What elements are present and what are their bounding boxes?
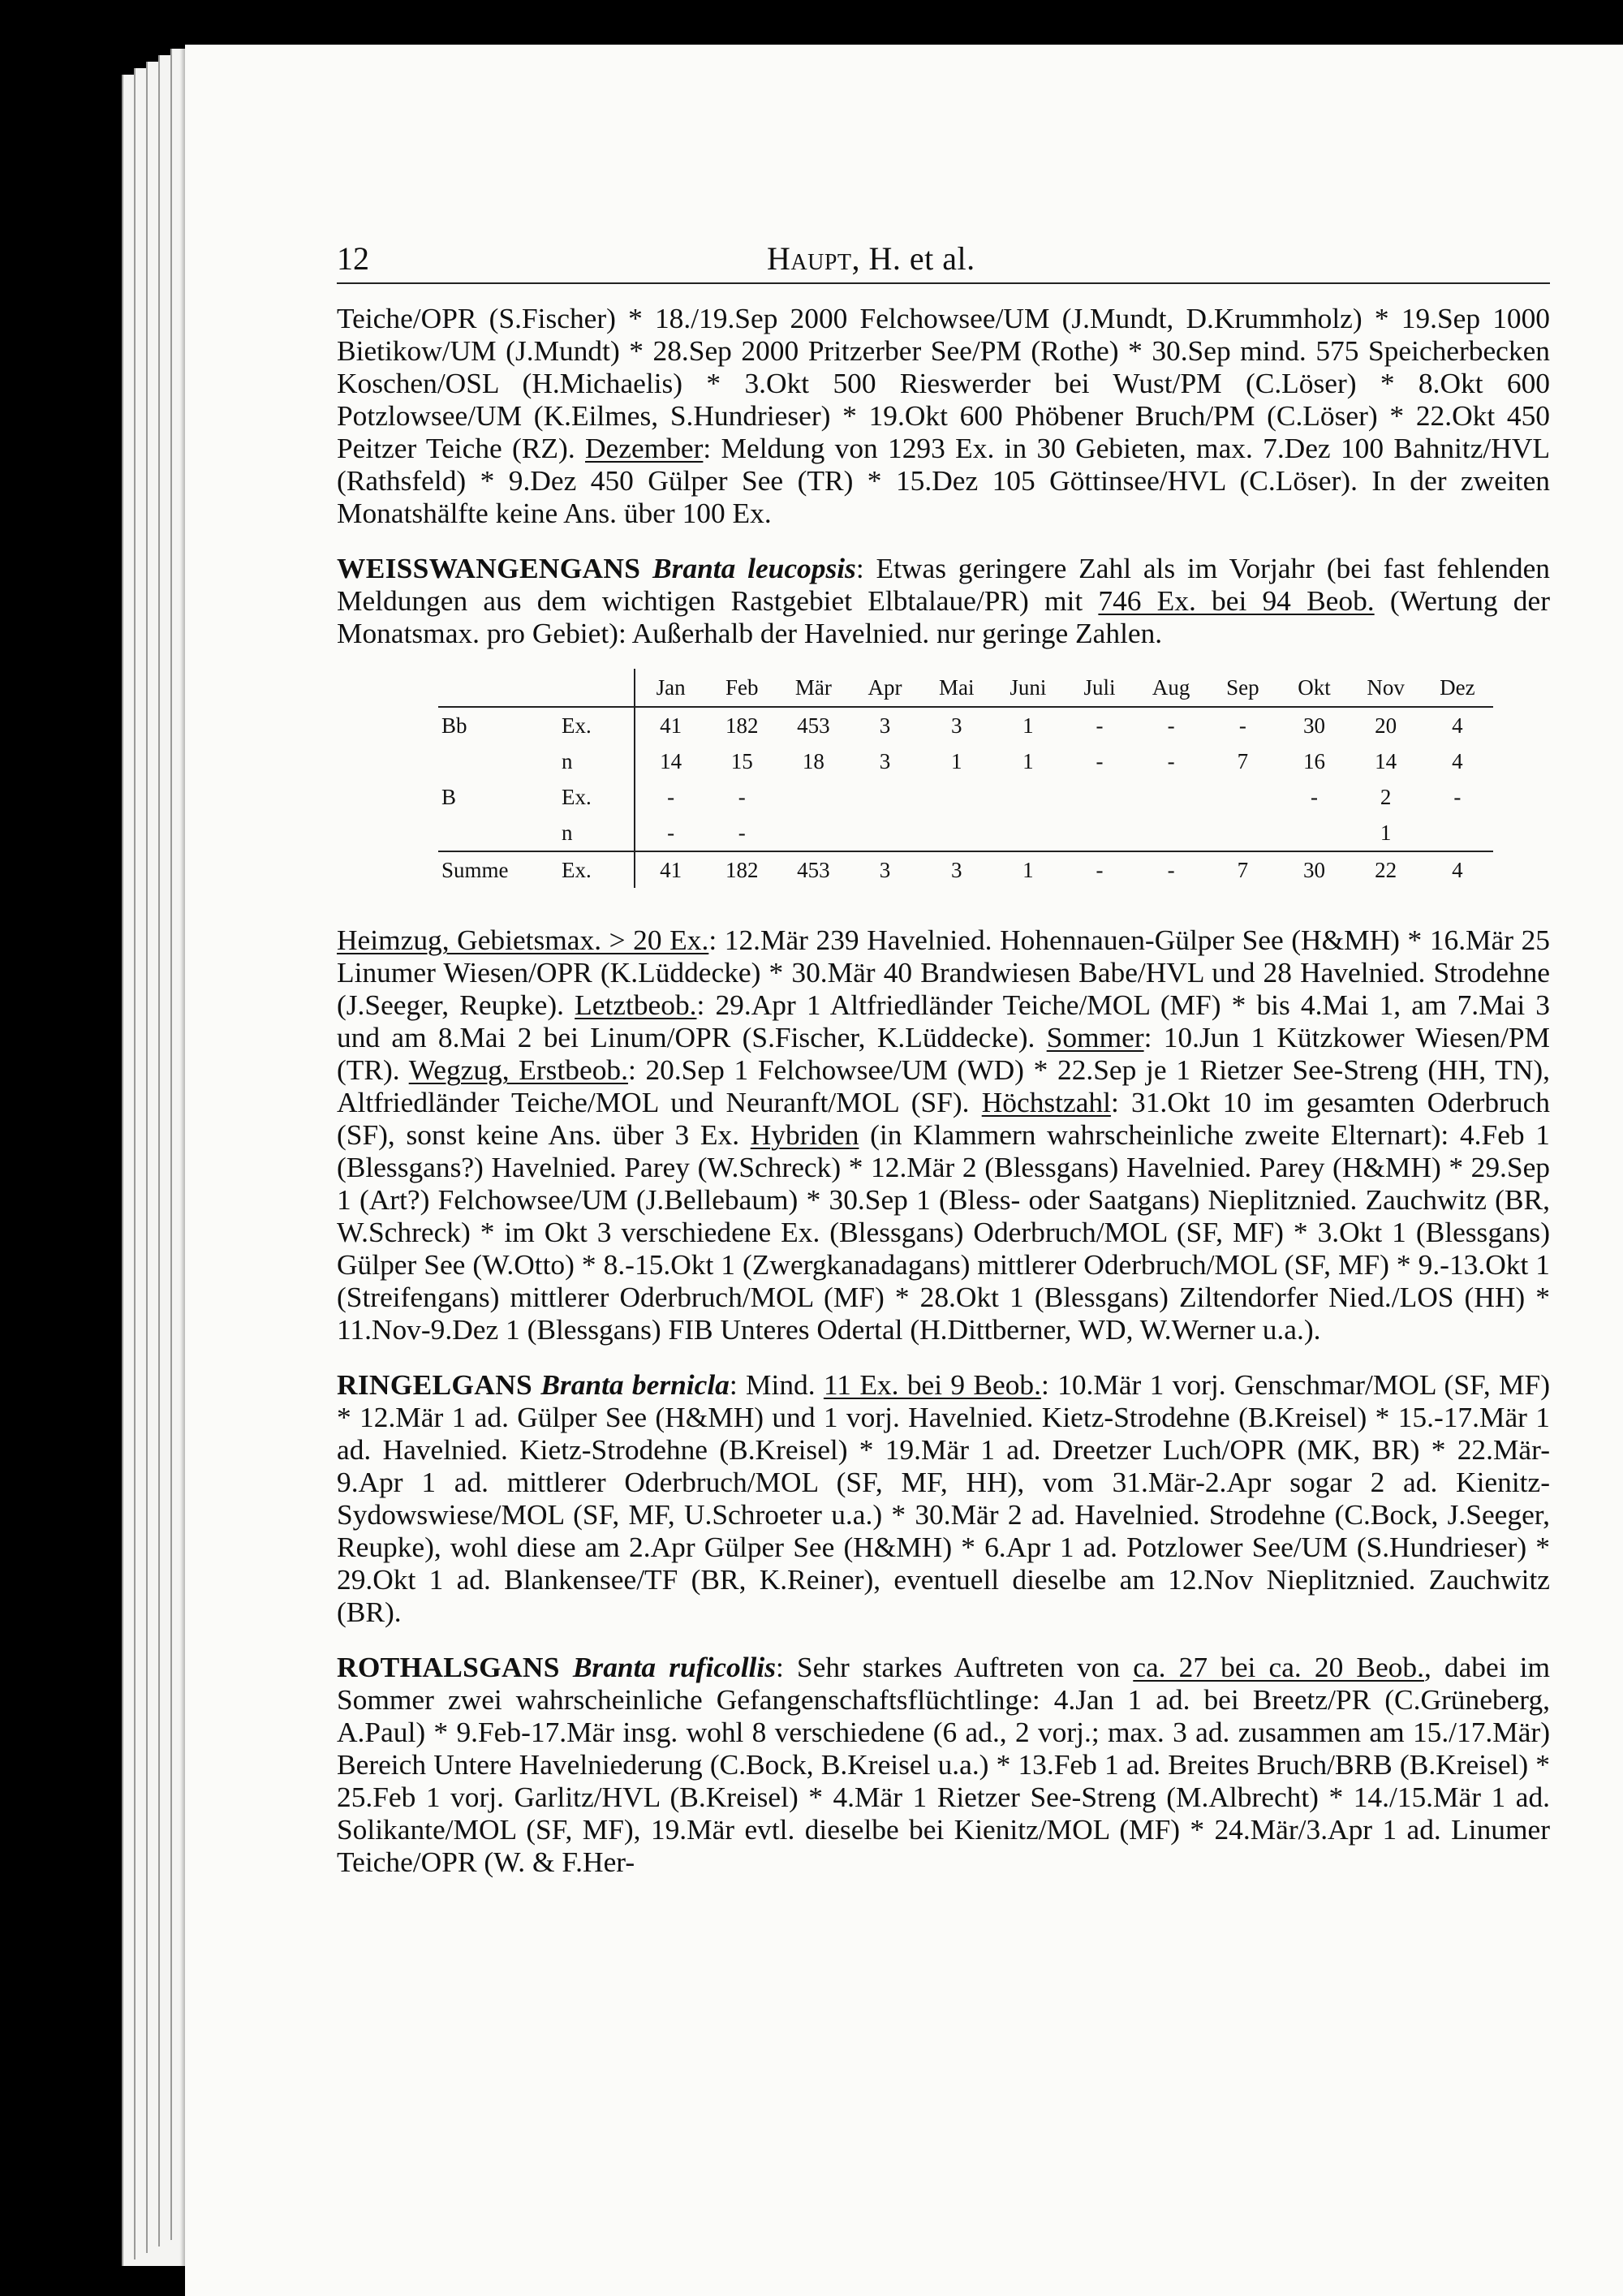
value-cell bbox=[849, 815, 920, 851]
page-number: 12 bbox=[337, 240, 369, 277]
value-cell bbox=[1064, 815, 1135, 851]
paragraph-weisswangengans-details bbox=[337, 924, 1550, 1346]
text-run: : 29.Apr 1 Altfriedländer Teiche/MOL (MF) * bis 4.Mai 1, am 7.Mai 3 und am 8.Mai 2 bei Linum/OPR (S.Fischer, K.Lüddecke). bbox=[337, 989, 1550, 1053]
value-cell: 22 bbox=[1350, 851, 1422, 888]
table-row bbox=[438, 743, 1493, 779]
value-cell bbox=[921, 779, 992, 815]
value-cell bbox=[992, 779, 1064, 815]
region-cell: Bb bbox=[441, 713, 467, 738]
value-cell: 41 bbox=[660, 713, 682, 738]
label-sommer: Sommer bbox=[1046, 1021, 1144, 1053]
value-cell: - bbox=[1238, 713, 1246, 738]
type-cell: n bbox=[558, 815, 635, 851]
value-cell bbox=[1207, 815, 1278, 851]
region-cell: Summe bbox=[438, 851, 558, 888]
running-rest: , H. et al. bbox=[851, 240, 975, 277]
value-cell: 41 bbox=[635, 851, 706, 888]
book-page bbox=[185, 45, 1623, 2296]
text-run: , dabei im Sommer zwei wahrscheinliche Gefangenschaftsflüchtlinge: 4.Jan 1 ad. bei Breetz/PR (C.Grüneberg, A.Paul) * 9.Feb-17.Mär insg. wohl 8 verschiedene (6 ad., 2 vorj.; max. 3 ad. zusammen am 15./17.Mär) Bereich Untere Havelniederung (C.Bock, B.Kreisel u.a.) * 13.Feb 1 ad. Breites Bruch/BRB (B.Kreisel) * 25.Feb 1 vorj. Garlitz/HVL (B.Kreisel) * 4.Mär 1 Rietzer See-Streng (M.Albrecht) * 14./15.Mär 1 ad. Solikante/MOL (SF, MF), 19.Mär evtl. dieselbe bei Kienitz/MOL (MF) * 24.Mär/3.Apr 1 ad. Linumer Teiche/OPR (W. & F.Her- bbox=[337, 1651, 1551, 1878]
value-cell: - bbox=[1064, 851, 1135, 888]
type-cell: Ex. bbox=[558, 779, 635, 815]
value-cell: - bbox=[1167, 713, 1175, 738]
value-cell: 20 bbox=[1375, 713, 1397, 738]
species-name: ROTHALSGANS bbox=[337, 1651, 560, 1683]
month-header: Okt bbox=[1278, 669, 1350, 707]
value-cell: 4 bbox=[1422, 851, 1493, 888]
paragraph-ringelgans bbox=[337, 1368, 1550, 1628]
value-cell bbox=[1135, 815, 1207, 851]
text-run: : Mind. bbox=[729, 1368, 824, 1401]
table-row bbox=[438, 707, 1493, 743]
value-cell: 7 bbox=[1207, 851, 1278, 888]
species-scientific-name: Branta bernicla bbox=[540, 1368, 730, 1401]
table-header-cell bbox=[558, 669, 635, 707]
month-header: Mär bbox=[777, 669, 849, 707]
body-text bbox=[337, 302, 1550, 1894]
value-cell: 453 bbox=[777, 851, 849, 888]
value-cell: 14 bbox=[1375, 749, 1397, 773]
label-wegzug: Wegzug, Erstbeob. bbox=[408, 1053, 628, 1086]
spacer bbox=[337, 1878, 1550, 1894]
paragraph-weisswangengans bbox=[337, 552, 1550, 649]
total-count: ca. 27 bei ca. 20 Beob. bbox=[1133, 1651, 1424, 1683]
text-run: : 10.Mär 1 vorj. Genschmar/MOL (SF, MF) * 12.Mär 1 ad. Gülper See (H&MH) und 1 vorj. Havelnied. Kietz-Strodehne (B.Kreisel) * 15.-17.Mär 1 ad. Havelnied. Kietz-Strodehne (B.Kreisel) * 19.Mär 1 ad. Dreetzer Luch/OPR (MK, BR) * 22.Mär-9.Apr 1 ad. mittlerer Oderbruch/MOL (SF, MF, HH), vom 31.Mär-2.Apr sogar 2 ad. Kienitz-Sydowswiese/MOL (SF, MF, U.Schroeter u.a.) * 30.Mär 2 ad. Havelnied. Strodehne (C.Bock, J.Seeger, Reupke), wohl diese am 2.Apr Gülper See (H&MH) * 6.Apr 1 ad. Potzlower See/UM (S.Hundrieser) * 29.Okt 1 ad. Blankensee/TF (BR, K.Reiner), eventuell dieselbe am 12.Nov Nieplitznied. Zauchwitz (BR). bbox=[337, 1368, 1550, 1628]
table-row bbox=[438, 815, 1493, 851]
value-cell: 30 bbox=[1302, 713, 1325, 738]
month-label-dezember: Dezember bbox=[585, 432, 704, 464]
value-cell bbox=[1064, 779, 1135, 815]
running-author: Haupt bbox=[767, 240, 852, 277]
value-cell bbox=[1422, 815, 1493, 851]
month-header: Sep bbox=[1207, 669, 1278, 707]
value-cell: 1 bbox=[992, 851, 1064, 888]
value-cell: 30 bbox=[1278, 851, 1350, 888]
value-cell: - bbox=[667, 821, 675, 845]
value-cell bbox=[1278, 815, 1350, 851]
text-run: (in Klammern wahrscheinliche zweite Elternart): 4.Feb 1 (Blessgans?) Havelnied. Parey (W.Schreck) * 12.Mär 2 (Blessgans) Havelnied. Parey (H&MH) * 29.Sep 1 (Art?) Felchowsee/UM (J.Bellebaum) * 30.Sep 1 (Bless- oder Saatgans) Nieplitznied. Zauchwitz (BR, W.Schreck) * im Okt 3 verschiedene Ex. (Blessgans) Oderbruch/MOL (SF, MF) * 3.Okt 1 (Blessgans) Gülper See (W.Otto) * 8.-15.Okt 1 (Zwergkanadagans) mittlerer Oderbruch/MOL (SF, MF) * 9.-13.Okt 1 (Streifengans) mittlerer Oderbruch/MOL (MF) * 28.Okt 1 (Blessgans) Ziltendorfer Nied./LOS (HH) * 11.Nov-9.Dez 1 (Blessgans) FIB Unteres Odertal (H.Dittberner, WD, W.Werner u.a.). bbox=[337, 1118, 1550, 1346]
value-cell: 1 bbox=[1022, 749, 1034, 773]
label-heimzug: Heimzug, Gebietsmax. > 20 Ex. bbox=[337, 924, 709, 956]
type-cell: Ex. bbox=[558, 707, 635, 743]
value-cell: 453 bbox=[797, 713, 830, 738]
value-cell: 16 bbox=[1302, 749, 1325, 773]
type-cell: n bbox=[558, 743, 635, 779]
type-cell: Ex. bbox=[558, 851, 635, 888]
species-name: WEISSWANGENGANS bbox=[337, 552, 641, 584]
table-row bbox=[438, 779, 1493, 815]
paragraph-rothalsgans bbox=[337, 1651, 1550, 1878]
value-cell: - bbox=[667, 785, 675, 809]
value-cell: 18 bbox=[802, 749, 824, 773]
running-header bbox=[337, 239, 1550, 284]
table-header-cell bbox=[438, 669, 558, 707]
region-cell: B bbox=[441, 785, 457, 809]
value-cell: 4 bbox=[1452, 749, 1463, 773]
value-cell: 1 bbox=[950, 749, 962, 773]
total-count: 746 Ex. bei 94 Beob. bbox=[1098, 584, 1375, 617]
text-run: : Meldung von 1293 Ex. in 30 Gebieten, max. 7.Dez 100 Bahnitz/HVL (Rathsfeld) * 9.Dez 450 Gülper See (TR) * 15.Dez 105 Göttinsee/HVL (C.Löser). In der zweiten Monatshälfte keine Ans. über 100 Ex. bbox=[337, 432, 1550, 529]
value-cell: - bbox=[1096, 713, 1104, 738]
value-cell: - bbox=[738, 785, 746, 809]
region-cell bbox=[438, 743, 558, 779]
value-cell: 1 bbox=[1380, 821, 1392, 845]
value-cell: 1 bbox=[1022, 713, 1034, 738]
table-header-row bbox=[438, 669, 1493, 707]
value-cell: 3 bbox=[849, 851, 920, 888]
month-header: Mai bbox=[921, 669, 992, 707]
value-cell bbox=[921, 815, 992, 851]
text-run: : 31.Okt 10 im gesamten Oderbruch (SF), sonst keine Ans. über 3 Ex. bbox=[337, 1086, 1550, 1151]
label-hoechstzahl: Höchstzahl bbox=[981, 1086, 1111, 1118]
text-run: : Etwas geringere Zahl als im Vorjahr (bei fast fehlenden Meldungen aus dem wichtigen Rastgebiet Elbtalaue/PR) mit bbox=[337, 552, 1551, 617]
value-cell: 2 bbox=[1380, 785, 1392, 809]
label-hybriden: Hybriden bbox=[750, 1118, 859, 1151]
month-header: Nov bbox=[1350, 669, 1422, 707]
month-header: Juli bbox=[1064, 669, 1135, 707]
running-title bbox=[767, 239, 975, 278]
month-header: Aug bbox=[1135, 669, 1207, 707]
species-scientific-name: Branta leucopsis bbox=[652, 552, 856, 584]
value-cell bbox=[1207, 779, 1278, 815]
value-cell: 14 bbox=[660, 749, 682, 773]
month-header: Feb bbox=[706, 669, 777, 707]
species-scientific-name: Branta ruficollis bbox=[572, 1651, 776, 1683]
month-header: Jan bbox=[635, 669, 706, 707]
total-count: 11 Ex. bei 9 Beob. bbox=[823, 1368, 1041, 1401]
page-content bbox=[337, 239, 1550, 1894]
value-cell: - bbox=[1310, 785, 1318, 809]
text-run: : 10.Jun 1 Kützkower Wiesen/PM (TR). bbox=[337, 1021, 1550, 1086]
species-name: RINGELGANS bbox=[337, 1368, 532, 1401]
month-header: Juni bbox=[992, 669, 1064, 707]
monthly-count-table-wrapper bbox=[438, 669, 1493, 888]
table-row-summe bbox=[438, 851, 1493, 888]
month-header: Apr bbox=[849, 669, 920, 707]
value-cell: 182 bbox=[725, 713, 759, 738]
value-cell: - bbox=[1453, 785, 1462, 809]
text-run: (Wertung der Monatsmax. pro Gebiet): Außerhalb der Havelnied. nur geringe Zahlen. bbox=[337, 584, 1550, 649]
value-cell: 3 bbox=[950, 713, 962, 738]
value-cell: 3 bbox=[879, 749, 891, 773]
text-run: : Sehr starkes Auftreten von bbox=[775, 1651, 1134, 1683]
value-cell: 182 bbox=[706, 851, 777, 888]
value-cell: 4 bbox=[1452, 713, 1463, 738]
value-cell: - bbox=[1167, 749, 1175, 773]
value-cell: - bbox=[738, 821, 746, 845]
label-letztbeob: Letztbeob. bbox=[575, 989, 697, 1021]
paragraph-blessgans-continuation bbox=[337, 302, 1550, 529]
value-cell bbox=[849, 779, 920, 815]
value-cell: - bbox=[1096, 749, 1104, 773]
value-cell: 3 bbox=[879, 713, 891, 738]
value-cell bbox=[992, 815, 1064, 851]
text-run: : 12.Mär 239 Havelnied. Hohennauen-Gülper See (H&MH) * 16.Mär 25 Linumer Wiesen/OPR (K.Lüddecke) * 30.Mär 40 Brandwiesen Babe/HVL und 28 Havelnied. Strodehne (J.Seeger, Reupke). bbox=[337, 924, 1550, 1021]
value-cell bbox=[777, 779, 849, 815]
region-cell bbox=[438, 815, 558, 851]
value-cell bbox=[777, 815, 849, 851]
value-cell: - bbox=[1135, 851, 1207, 888]
value-cell: 7 bbox=[1237, 749, 1249, 773]
text-run: Teiche/OPR (S.Fischer) * 18./19.Sep 2000 Felchowsee/UM (J.Mundt, D.Krummholz) * 19.Sep 1000 Bietikow/UM (J.Mundt) * 28.Sep 2000 Pritzerber See/PM (Rothe) * 30.Sep mind. 575 Speicherbecken Koschen/OSL (H.Michaelis) * 3.Okt 500 Rieswerder bei Wust/PM (C.Löser) * 8.Okt 600 Potzlowsee/UM (K.Eilmes, S.Hundrieser) * 19.Okt 600 Phöbener Bruch/PM (C.Löser) * 22.Okt 450 Peitzer Teiche (RZ). bbox=[337, 302, 1550, 464]
value-cell bbox=[1135, 779, 1207, 815]
text-run: : 20.Sep 1 Felchowsee/UM (WD) * 22.Sep je 1 Rietzer See-Streng (HH, TN), Altfriedländer Teiche/MOL und Neuranft/MOL (SF). bbox=[337, 1053, 1550, 1118]
value-cell: 15 bbox=[730, 749, 753, 773]
month-header: Dez bbox=[1422, 669, 1493, 707]
value-cell: 3 bbox=[921, 851, 992, 888]
monthly-count-table bbox=[438, 669, 1493, 888]
